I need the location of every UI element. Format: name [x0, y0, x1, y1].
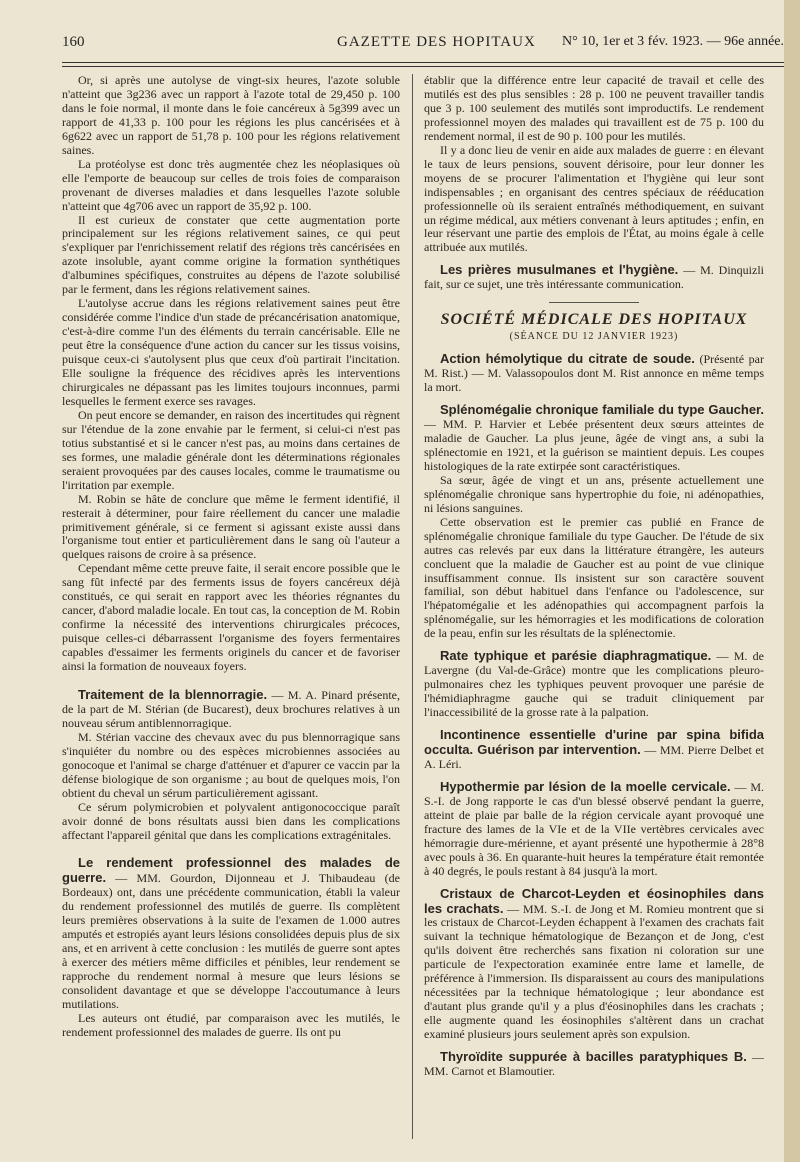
- article-intro: — M. de Lavergne (du Val-de-Grâce) montre que les complications pleuro-pulmonaires chez les typhiques peuvent provoquer une parésie de l'hémidiaphragme gauche qui se traduit cliniquement par l'inaccessibilité de la grosse rate à la palpation.: [424, 649, 765, 720]
- article-heading: Rate typhique et parésie diaphragmatique.: [440, 648, 712, 664]
- article-heading: Traitement de la blennorragie.: [78, 686, 268, 702]
- column-divider: [412, 74, 413, 1139]
- article-blennorragie: [62, 688, 400, 731]
- article-gaucher: [424, 403, 764, 474]
- article-intro: — M. S.-I. de Jong rapporte le cas d'un blessé observé pendant la guerre, atteint de plaie par balle de la région cervicale ayant provoqué une fracture des lames de la VIe et de la VIIe vertèbres cervicales avec hémorragie dure-mérienne, et ayant présenté une hypothermie à 28°8 avec pouls à 36. En quarante-huit heures la température était remontée à 40 degrés, le pouls restant à 84 jusqu'à la mort.: [424, 779, 764, 878]
- article-heading: Splénomégalie chronique familiale du type Gaucher.: [440, 402, 764, 418]
- paragraph: Cependant même cette preuve faite, il serait encore possible que le sang fût infecté par des ferments issus de foyers cancéreux déjà constitués, ce qui serait en rapport avec les théories régnantes du cancer, d'abord maladie locale. En tout cas, la conception de M. Robin confirme la nécessité des interventions chirurgicales précoces, puisque celles-ci débarrassent l'organisme des foyers fermentaires capables d'essaimer les ferments originels du cancer et de favoriser ainsi la formation de nouveaux foyers.: [62, 561, 400, 674]
- article-intro: — MM. P. Harvier et Lebée présentent deux sœurs atteintes de maladie de Gaucher. La plus jeune, âgée de vingt ans, a subi la splénectomie en 1921, et la guérison se maintient depuis. Les coupes histologiques de la rate extirpée sont caractéristiques.: [424, 417, 764, 473]
- article-citrate: [424, 352, 764, 395]
- paragraph: Ce sérum polymicrobien et polyvalent antigonococcique paraît avoir donné de bons résultats aussi bien dans les complications affectant l'appareil génital que dans les complications extragénitales.: [62, 799, 400, 842]
- right-column: [424, 74, 764, 1079]
- left-column: [62, 74, 400, 1040]
- article-rendement: [62, 856, 400, 1011]
- paragraph: M. Stérian vaccine des chevaux avec du pus blennorragique sans s'inquiéter du nombre ou des espèces microbiennes associées au gonocoque et l'animal se charge d'atténuer et d'apurer ce vaccin par la défense biologique de son organisme ; au bout de quelques mois, l'on obtient du cheval un sérum particulièrement agissant.: [62, 729, 400, 800]
- article-thyroidite: [424, 1050, 764, 1079]
- article-intro: — M. A. Pinard présente, de la part de M. Stérian (de Bucarest), deux brochures relatives à un nouveau sérum antiblennorragique.: [62, 687, 400, 730]
- article-heading: Thyroïdite suppurée à bacilles paratyphiques B.: [440, 1049, 747, 1065]
- page-header: [62, 34, 784, 60]
- article-intro: (Présenté par M. Rist.) — M. Valassopoulos dont M. Rist annonce en même temps la mort.: [424, 352, 764, 395]
- article-intro: — MM. Pierre Delbet et A. Léri.: [424, 742, 764, 771]
- society-session: (SÉANCE DU 12 JANVIER 1923): [509, 331, 679, 343]
- paragraph: Or, si après une autolyse de vingt-six heures, l'azote soluble n'atteint que 3g236 avec un rapport à l'azote total de 29,450 p. 100 dans le foie normal, il monte dans le foie cancéreux à 5g399 avec un rapport de 41,33 p. 100 pour les régions les plus cancérisées et à 6g622 avec un rapport de 51,78 p. 100 pour les régions relativement saines.: [62, 73, 400, 157]
- article-heading: Incontinence essentielle d'urine par spina bifida occulta. Guérison par intervention.: [424, 727, 764, 757]
- page-number: 160: [62, 34, 85, 50]
- paragraph: Sa sœur, âgée de vingt et un ans, présente actuellement une splénomégalie chronique sans hypertrophie du foie, ni adénopathies, ni lésions sanguines.: [424, 472, 764, 515]
- paragraph: La protéolyse est donc très augmentée chez les néoplasiques où elle l'emporte de beaucoup sur celles de trois foies de comparaison provenant de diverses maladies et dans lesquelles l'azote soluble n'atteint que 4g706 avec un rapport de 35,92 p. 100.: [62, 156, 400, 213]
- section-rule: [549, 302, 639, 303]
- issue-info: N° 10, 1er et 3 fév. 1923. — 96e année.: [561, 34, 784, 49]
- journal-title: GAZETTE DES HOPITAUX: [337, 34, 536, 50]
- article-heading: Les prières musulmanes et l'hygiène.: [440, 262, 679, 278]
- article-rate-typhique: [424, 649, 764, 720]
- article-heading: Cristaux de Charcot-Leyden et éosinophiles dans les crachats.: [424, 885, 764, 916]
- article-intro: — M. Dinquizli fait, sur ce sujet, une très intéressante communication.: [424, 263, 765, 292]
- paragraph: Cette observation est le premier cas publié en France de splénomégalie chronique familiale du type Gaucher. De l'étude de six autres cas relevés par eux dans la littérature étrangère, les auteurs concluent que la maladie de Gaucher est au point de vue clinique insuffisamment connue. Ils insistent sur son caractère souvent familial, son début habituel dans l'enfance ou l'adolescence, sur l'hépatomégalie et les adénopathies qui accompagnent parfois la splénomégalie, sur les hémorragies et les modifications de coloration de la peau, enfin sur les résultats de la splénectomie.: [424, 514, 764, 641]
- article-intro: — MM. Gourdon, Dijonneau et J. Thibaudeau (de Bordeaux) ont, dans une précédente communication, établi la valeur du rendement professionnel des mutilés de guerre. Ils complètent leurs premières observations à la suite de l'examen de 1.000 autres amputés et estropiés ayant leurs lésions consolidées depuis plus de six ans, et en arrivent à cette conclusion : les mutilés de guerre sont aptes à exercer des métiers même difficiles et pénibles, leur rendement se rapproche du rendement normal à mesure que leurs lésions se consolident davantage et que se développe l'accoutumance à leurs mutilations.: [62, 871, 400, 1011]
- article-charcot-leyden: [424, 887, 764, 1042]
- page-edge: [784, 0, 800, 1162]
- society-title: SOCIÉTÉ MÉDICALE DES HOPITAUX: [440, 311, 748, 329]
- header-rule-2: [62, 66, 784, 67]
- paragraph: établir que la différence entre leur capacité de travail et celle des mutilés est des plus sensibles : 28 p. 100 ne peuvent travailler tandis que 3 p. 100 seulement des mutilés sont improductifs. Le rendement professionnel moyen des malades qui travaillent est de 75 p. 100 du rendement normal, il est de 90 p. 100 pour les mutilés.: [424, 73, 764, 143]
- paragraph: Il est curieux de constater que cette augmentation porte principalement sur les régions relativement saines, ce qui peut s'expliquer par l'enrichissement relatif des régions très cancérisées en azote insoluble, ayant comme origine la formation synthétiques d'albumines spécifiques, construites au dépens de l'azote solubilisé par le ferment, dans les régions relativement saines.: [62, 212, 400, 297]
- header-rule: [62, 62, 784, 63]
- paragraph: Les auteurs ont étudié, par comparaison avec les mutilés, le rendement professionnel des malades de guerre. Ils ont pu: [62, 1010, 400, 1039]
- paragraph: M. Robin se hâte de conclure que même le ferment identifié, il resterait à déterminer, pour faire réellement du cancer une maladie primitivement générale, si ce ferment si agissant existe aussi dans l'organisme tout entier et particulièrement dans le sang où l'auteur a quelques raisons de croire à sa présence.: [62, 491, 400, 562]
- article-heading: Action hémolytique du citrate de soude.: [440, 351, 695, 367]
- paragraph: Il y a donc lieu de venir en aide aux malades de guerre : en élevant le taux de leurs pensions, souvent dérisoire, pour leur donner les moyens de se procurer l'alimentation et l'hygiène qui leur sont indispensables ; en organisant des centres spéciaux de rééducation professionnelle où ils seraient entraînés méthodiquement, en suivant un régime médical, aux métiers convenant à leurs aptitudes ; enfin, en leur réservant une partie des emplois de l'État, au moins égale à celle attribuée aux mutilés.: [424, 142, 764, 255]
- article-heading: Hypothermie par lésion de la moelle cervicale.: [440, 778, 731, 794]
- article-incontinence: [424, 728, 764, 772]
- article-hypothermie: [424, 780, 764, 879]
- article-intro: — MM. Carnot et Blamoutier.: [424, 1050, 764, 1078]
- paragraph: L'autolyse accrue dans les régions relativement saines peut être considérée comme l'indice d'un stade de précancérisation anatomique, c'est-à-dire comme l'un des éléments du terrain cancérisable. Elle ne peut être la conséquence d'une action du cancer sur les tissus voisins, puisque ceux-ci s'autolysent plus que ceux d'où partirait l'incitation. Elle souligne la fréquence des récidives après les interventions chirurgicales ne dépassant pas les limites toujours inconnues, parmi lesquelles le ferment exerce ses ravages.: [62, 296, 400, 408]
- article-heading: Le rendement professionnel des malades de guerre.: [62, 855, 400, 886]
- article-intro: — MM. S.-I. de Jong et M. Romieu montrent que si les cristaux de Charcot-Leyden échappent à l'examen des crachats fait suivant la technique hématologique de Bezançon et de Jong, c'est qu'ils doivent être recherchés sans fixation ni coloration sur une particule de l'expectoration examinée entre lame et lamelle, de préférence à l'immersion. Ils disparaissent au cours des manipulations nécessitées par la technique hématologique ; leur abondance est d'autant plus grande qu'il y a plus d'éosinophiles dans les crachats ; elle augmente quand les éosinophiles s'altèrent dans un crachat examiné plusieurs jours seulement après son expulsion.: [424, 901, 765, 1042]
- paragraph: On peut encore se demander, en raison des incertitudes qui règnent sur l'étendue de la zone envahie par le ferment, si celui-ci n'est pas totius substantisé et si le cancer n'est pas, au moins dans certaines de ses formes, une maladie générale dont les déterminations régionales seraient provoquées par des causes locales, comme le traumatisme ou l'irritation par exemple.: [62, 407, 400, 492]
- article-prieres: [424, 263, 764, 292]
